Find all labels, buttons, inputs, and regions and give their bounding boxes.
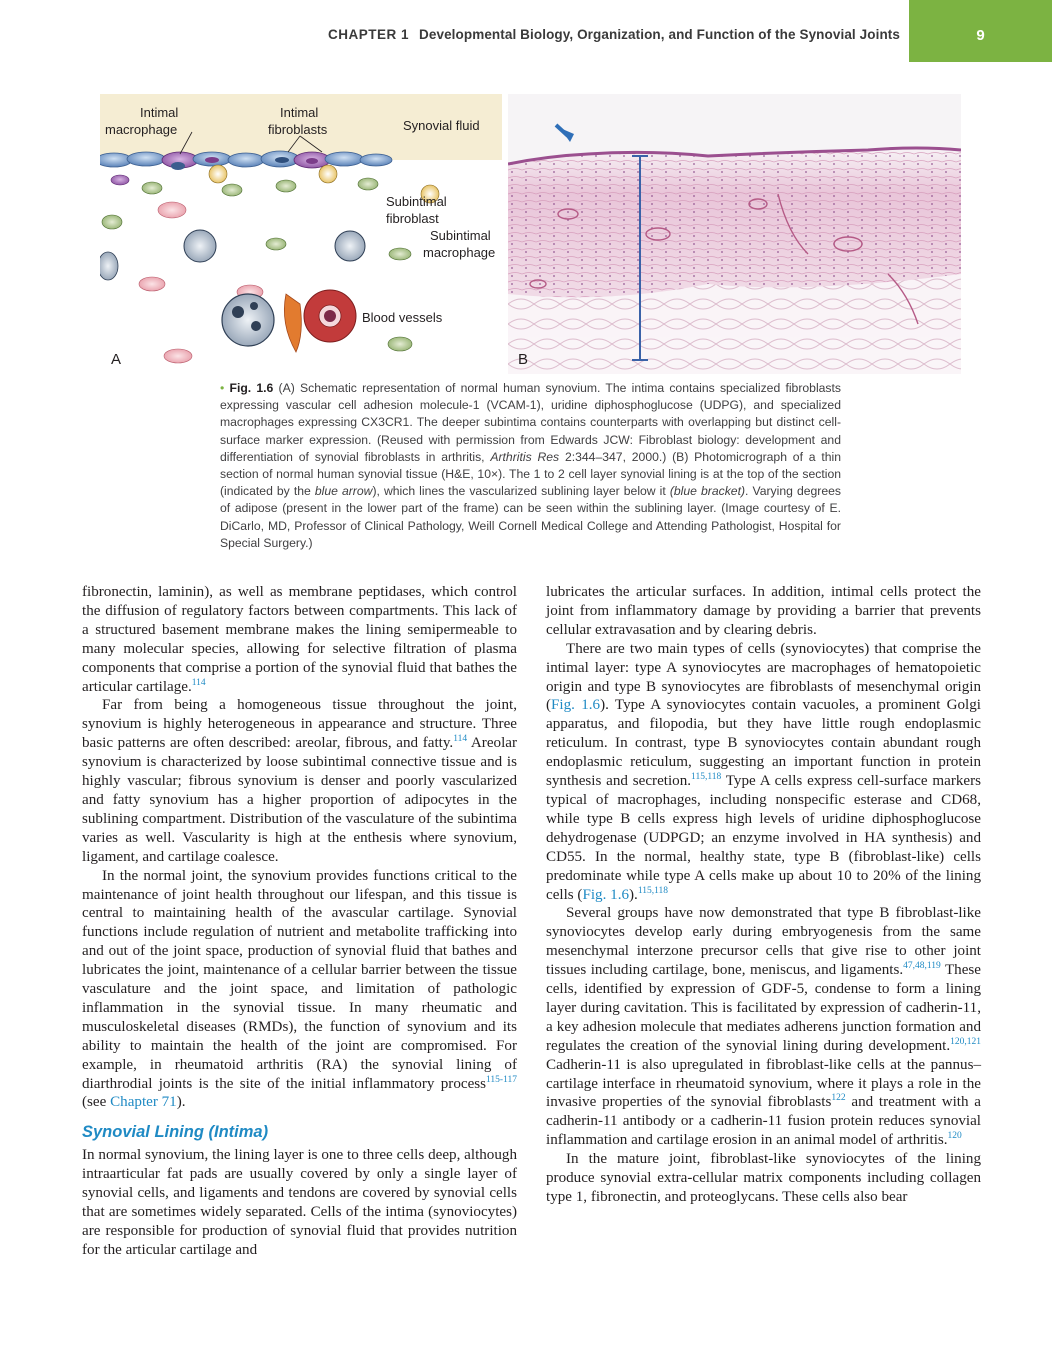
chapter-title: Developmental Biology, Organization, and Function of the Synovial Joints [419,27,900,42]
panel-b-letter: B [518,351,529,368]
citation[interactable]: 120 [947,1131,962,1142]
caption-journal: Arthritis Res [490,449,560,464]
figure-panel-a [100,94,502,374]
citation[interactable]: 115,118 [691,772,722,783]
body-column-left [82,583,517,1260]
he-photomicrograph [508,94,961,374]
label-subintimal-fibroblast-line2: fibroblast [386,211,439,226]
figure-link[interactable]: Fig. 1.6 [582,886,630,903]
paragraph: There are two main types of cells (synoviocytes) that comprise the intimal layer: type A synoviocytes are macrophages of hematopoietic origin and type B synoviocytes are fibroblasts of mesenchymal origin (Fig. 1.6). Type A synoviocytes contain vacuoles, a prominent Golgi apparatus, and filopodia, but they have little rough endoplasmic reticulum. In contrast, type B synoviocytes contain abundant rough endoplasmic reticulum, suggesting an important function in protein synthesis and secretion.$^{115,118}$ Type A cells express cell-surface markers typical of macrophages, including nonspecific esterase and CD68, while type B cells express high levels of uridine diphosphoglucose dehydrogenase (UDPGD; an enzyme involved in HA synthesis) and CD55. In the normal, healthy state, type B (fibroblast-like) cells predominate while type A cells make up about 10 to 20% of the lining cells (Fig. 1.6).$^{115,118}$ [546,640,981,903]
page-number: 9 [976,27,985,44]
label-subintimal-macrophage-line1: Subintimal [430,228,491,243]
citation[interactable]: 115-117 [486,1074,517,1085]
paragraph: Far from being a homogeneous tissue throughout the joint, synovium is highly heterogeneous in appearance and structure. Three basic patterns are often described: areolar, fibrous, and fatty.$^{114}$ Areolar synovium is characterized by loose subintimal connective tissue and is highly vascular; fibrous synovium is denser and poorly vascularized and fatty synovium has a higher proportion of adipocytes in the sublining compartment. Distribution of the vasculature of the subintima varies as well. Vascularity is high at the enthesis where synovium, ligament, and cartilage coalesce. [82,697,517,865]
paragraph: In the mature joint, fibroblast-like synoviocytes of the lining produce synovial extra-cellular matrix components including collagen type 1, fibronectin, and proteoglycans. These cells also bear [546,1151,981,1205]
label-subintimal-macrophage-line2: macrophage [423,245,496,260]
citation[interactable]: 122 [831,1093,846,1104]
caption-text-4: . Varying degrees of adipose (present in the lower part of the frame) can be seen within the sublining layer. (Image courtesy of E. DiCarlo, MD, Professor of Clinical Pathology, Weill Cornell Medical College and Attending Pathologist, Hospital for Special Surgery.) [220,484,842,550]
label-synovial-fluid: Synovial fluid [403,118,480,133]
body-column-right [546,583,981,1207]
paragraph: lubricates the articular surfaces. In addition, intimal cells protect the joint from inflammatory damage by providing a barrier that prevents cellular extravasation and by clearing debris. [546,584,981,638]
figure-caption [220,380,841,552]
label-intimal-fibroblasts-line1: Intimal [280,105,319,120]
paragraph: Several groups have now demonstrated that type B fibroblast-like synoviocytes develop early during embryogenesis from the same mesenchymal interzone precursor cells that give rise to other joint tissues including cartilage, bone, meniscus, and ligaments.$^{47,48,119}$ These cells, identified by expression of GDF-5, condense to form a lining layer during cavitation. This is facilitated by expression of cadherin-11, a key adhesion molecule that mediates adherens junction formation and regulates the creation of the synovial lining during development.$^{120,121}$ Cadherin-11 is also upregulated in fibroblast-like cells at the pannus–cartilage interface in rheumatoid synovium, where it plays a role in the invasive properties of the synovial fibroblasts$^{122}$ and treatment with a cadherin-11 antibody or a cadherin-11 fusion protein reduces synovial inflammation and cartilage erosion in an animal model of arthritis.$^{120}$ [546,905,981,1149]
label-subintimal-fibroblast-line1: Subintimal [386,194,447,209]
caption-blue-arrow: blue arrow [314,484,373,499]
section-heading: Synovial Lining (Intima) [82,1123,269,1142]
chapter-label: CHAPTER 1 [327,27,409,42]
chapter-link[interactable]: Chapter 71 [110,1094,177,1111]
label-intimal-macrophage-line1: Intimal [140,105,179,120]
citation[interactable]: 120,121 [950,1036,981,1047]
caption-text-1: (A) Schematic representation of normal human synovium. The intima contains specialized fibroblasts expressing vascular cell adhesion molecule-1 (VCAM-1), uridine diphosphoglucose (UDPG), and specialized macrophages expressing CX3CR1. The deeper subintima contains counterparts with overlapping but distinct cell-surface marker expression. (Reused with permission from Edwards JCW: Fibroblast biology: development and differentiation of synovial fibroblasts in arthritis, [220,381,841,464]
paragraph: In the normal joint, the synovium provides functions critical to the maintenance of joint health throughout our lifespan, and this tissue is central to maintaining health of the avascular cartilage. Synovial functions include regulation of nutrient and metabolite trafficking into and out of the joint space, production of synovial fluid that bathes and lubricates the joint, maintenance of a cellular barrier between the tissue vasculature and the joint space, and limitation of pathologic inflammation in the synovial tissue. In many rheumatic and musculoskeletal diseases (RMDs), the function of synovium and its ability to maintain the health of the joint are compromised. For example, in rheumatoid arthritis (RA) the synovial lining of diarthrodial joints is the site of the initial inflammatory process$^{115-117}$ (see Chapter 71). [82,867,517,1111]
caption-text-3: ), which lines the vascularized sublining layer below it [372,484,670,499]
citation[interactable]: 47,48,119 [903,961,941,972]
figure-number: Fig. 1.6 [229,381,274,395]
page-number-tab [909,0,1052,62]
label-blood-vessels: Blood vessels [362,310,443,325]
citation[interactable]: 114 [453,734,468,745]
caption-bullet: • [220,381,225,395]
caption-blue-bracket: (blue bracket) [669,484,746,499]
synovium-schematic [100,94,502,374]
paragraph: fibronectin, laminin), as well as membrane peptidases, which control the diffusion of regulatory factors between compartments. This lack of a structured basement membrane makes the lining semipermeable to many molecular species, allowing for selective filtration of plasma components that comprise a portion of the synovial fluid that bathes the articular cartilage.$^{114}$ [82,584,517,695]
figure-link[interactable]: Fig. 1.6 [551,697,601,714]
figure-panel-b [508,94,961,374]
running-header [300,27,900,42]
panel-a-letter: A [111,351,122,368]
caption-text-2: 2:344–347, 2000.) (B) Photomicrograph of a thin section of normal human synovial tissue (H&E, 10×). The 1 to 2 cell layer synovial lining is at the top of the section (indicated by the [220,449,841,499]
label-intimal-fibroblasts-line2: fibroblasts [268,122,328,137]
label-intimal-macrophage-line2: macrophage [105,122,178,137]
paragraph: In normal synovium, the lining layer is one to three cells deep, although intraarticular fat pads are usually covered by only a single layer of synovial cells, and ligaments and tendons are covered by synovial cells that are sometimes widely separated. Cells of the intima (synoviocytes) are responsible for production of synovial fluid that provides nutrition for the articular cartilage and [82,1147,517,1258]
citation[interactable]: 115,118 [637,885,669,896]
citation[interactable]: 114 [191,677,206,688]
